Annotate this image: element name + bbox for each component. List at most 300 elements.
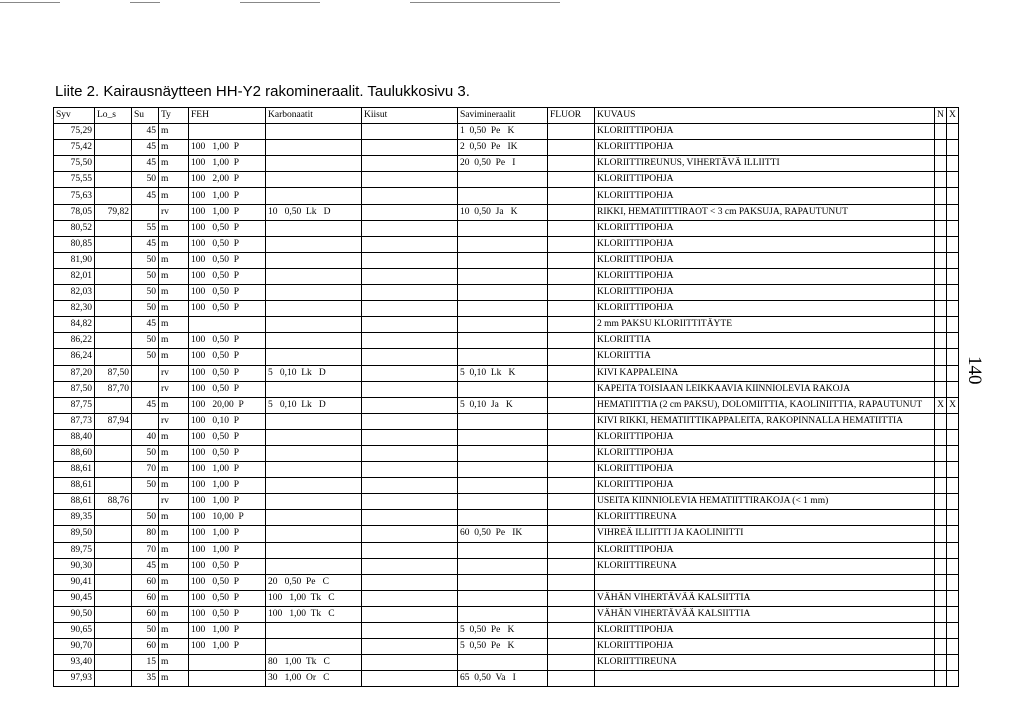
cell-syv: 90,50 bbox=[54, 606, 95, 622]
cell-savimineraalit: 5 0,10 Ja K bbox=[458, 397, 548, 413]
cell-su: 35 bbox=[132, 671, 159, 687]
cell-feh: 100 0,50 P bbox=[189, 445, 266, 461]
page-number: 140 bbox=[964, 356, 985, 385]
cell-lo-s bbox=[95, 445, 132, 461]
table-row bbox=[54, 574, 959, 590]
cell-feh: 100 0,50 P bbox=[189, 606, 266, 622]
cell-savimineraalit bbox=[458, 606, 548, 622]
cell-syv: 87,20 bbox=[54, 365, 95, 381]
cell-kiisut bbox=[362, 188, 458, 204]
cell-ty: rv bbox=[159, 381, 189, 397]
cell-su: 50 bbox=[132, 172, 159, 188]
cell-kuvaus: KLORIITTIREUNA bbox=[595, 655, 935, 671]
cell-savimineraalit bbox=[458, 236, 548, 252]
cell-fluor bbox=[548, 365, 595, 381]
cell-kuvaus: KLORIITTIPOHJA bbox=[595, 220, 935, 236]
cell-x bbox=[947, 413, 959, 429]
cell-n bbox=[935, 413, 947, 429]
cell-fluor bbox=[548, 671, 595, 687]
cell-x bbox=[947, 268, 959, 284]
cell-x bbox=[947, 204, 959, 220]
cell-karbonaatit bbox=[266, 124, 362, 140]
cell-syv: 87,75 bbox=[54, 397, 95, 413]
cell-x bbox=[947, 285, 959, 301]
cell-karbonaatit bbox=[266, 462, 362, 478]
cell-n bbox=[935, 606, 947, 622]
cell-karbonaatit bbox=[266, 542, 362, 558]
cell-savimineraalit bbox=[458, 188, 548, 204]
cell-karbonaatit bbox=[266, 236, 362, 252]
cell-lo-s bbox=[95, 268, 132, 284]
cell-su bbox=[132, 413, 159, 429]
cell-x bbox=[947, 639, 959, 655]
cell-savimineraalit bbox=[458, 381, 548, 397]
cell-fluor bbox=[548, 590, 595, 606]
cell-kiisut bbox=[362, 478, 458, 494]
table-body bbox=[54, 124, 959, 687]
cell-x bbox=[947, 220, 959, 236]
cell-fluor bbox=[548, 333, 595, 349]
table-row bbox=[54, 349, 959, 365]
cell-fluor bbox=[548, 445, 595, 461]
cell-feh: 100 0,50 P bbox=[189, 590, 266, 606]
cell-syv: 88,61 bbox=[54, 494, 95, 510]
cell-savimineraalit bbox=[458, 333, 548, 349]
cell-x bbox=[947, 317, 959, 333]
header-kuvaus: KUVAUS bbox=[595, 108, 935, 124]
cell-fluor bbox=[548, 140, 595, 156]
cell-kuvaus: KLORIITTIA bbox=[595, 333, 935, 349]
cell-kiisut bbox=[362, 558, 458, 574]
cell-x bbox=[947, 462, 959, 478]
cell-ty: m bbox=[159, 478, 189, 494]
cell-x bbox=[947, 365, 959, 381]
header-feh: FEH bbox=[189, 108, 266, 124]
cell-lo-s bbox=[95, 671, 132, 687]
cell-x bbox=[947, 558, 959, 574]
cell-lo-s bbox=[95, 285, 132, 301]
cell-x bbox=[947, 526, 959, 542]
table-row bbox=[54, 156, 959, 172]
cell-ty: m bbox=[159, 156, 189, 172]
cell-kiisut bbox=[362, 606, 458, 622]
cell-syv: 87,73 bbox=[54, 413, 95, 429]
cell-ty: rv bbox=[159, 365, 189, 381]
table-row bbox=[54, 671, 959, 687]
cell-feh: 100 0,50 P bbox=[189, 574, 266, 590]
cell-lo-s bbox=[95, 574, 132, 590]
cell-syv: 82,03 bbox=[54, 285, 95, 301]
cell-syv: 90,41 bbox=[54, 574, 95, 590]
scan-edge-line bbox=[240, 2, 320, 3]
cell-su bbox=[132, 365, 159, 381]
cell-fluor bbox=[548, 639, 595, 655]
cell-feh: 100 2,00 P bbox=[189, 172, 266, 188]
cell-fluor bbox=[548, 156, 595, 172]
cell-feh: 100 0,50 P bbox=[189, 301, 266, 317]
cell-syv: 75,50 bbox=[54, 156, 95, 172]
cell-lo-s bbox=[95, 220, 132, 236]
cell-syv: 75,42 bbox=[54, 140, 95, 156]
cell-ty: m bbox=[159, 462, 189, 478]
cell-karbonaatit bbox=[266, 349, 362, 365]
cell-ty: m bbox=[159, 268, 189, 284]
cell-ty: m bbox=[159, 429, 189, 445]
cell-fluor bbox=[548, 285, 595, 301]
cell-fluor bbox=[548, 188, 595, 204]
cell-x bbox=[947, 478, 959, 494]
table-row bbox=[54, 301, 959, 317]
cell-n bbox=[935, 671, 947, 687]
cell-savimineraalit bbox=[458, 478, 548, 494]
cell-kuvaus: KIVI KAPPALEINA bbox=[595, 365, 935, 381]
cell-savimineraalit: 5 0,50 Pe K bbox=[458, 639, 548, 655]
cell-lo-s bbox=[95, 606, 132, 622]
cell-feh: 100 0,50 P bbox=[189, 349, 266, 365]
table-row bbox=[54, 285, 959, 301]
cell-kuvaus: VÄHÄN VIHERTÄVÄÄ KALSIITTIA bbox=[595, 590, 935, 606]
cell-savimineraalit bbox=[458, 590, 548, 606]
cell-kuvaus: USEITA KIINNIOLEVIA HEMATIITTIRAKOJA (< 1 mm) bbox=[595, 494, 935, 510]
cell-su: 45 bbox=[132, 156, 159, 172]
cell-feh: 100 0,50 P bbox=[189, 333, 266, 349]
cell-kiisut bbox=[362, 462, 458, 478]
cell-kiisut bbox=[362, 285, 458, 301]
cell-feh: 100 1,00 P bbox=[189, 188, 266, 204]
cell-ty: rv bbox=[159, 204, 189, 220]
table-row bbox=[54, 397, 959, 413]
cell-x bbox=[947, 494, 959, 510]
cell-ty: m bbox=[159, 333, 189, 349]
cell-lo-s bbox=[95, 301, 132, 317]
table-row bbox=[54, 510, 959, 526]
cell-lo-s: 87,70 bbox=[95, 381, 132, 397]
cell-n bbox=[935, 494, 947, 510]
cell-feh: 100 1,00 P bbox=[189, 140, 266, 156]
cell-savimineraalit bbox=[458, 574, 548, 590]
cell-kiisut bbox=[362, 494, 458, 510]
cell-n bbox=[935, 204, 947, 220]
scan-edge-line bbox=[410, 2, 560, 3]
cell-kuvaus: KAPEITA TOISIAAN LEIKKAAVIA KIINNIOLEVIA RAKOJA bbox=[595, 381, 935, 397]
cell-savimineraalit: 60 0,50 Pe IK bbox=[458, 526, 548, 542]
cell-su: 70 bbox=[132, 462, 159, 478]
cell-savimineraalit bbox=[458, 542, 548, 558]
cell-feh: 100 0,50 P bbox=[189, 365, 266, 381]
cell-n bbox=[935, 140, 947, 156]
cell-lo-s bbox=[95, 462, 132, 478]
cell-lo-s bbox=[95, 429, 132, 445]
cell-fluor bbox=[548, 252, 595, 268]
cell-fluor bbox=[548, 574, 595, 590]
cell-kuvaus: VIHREÄ ILLIITTI JA KAOLINIITTI bbox=[595, 526, 935, 542]
cell-su: 50 bbox=[132, 285, 159, 301]
cell-su: 45 bbox=[132, 140, 159, 156]
cell-kiisut bbox=[362, 156, 458, 172]
cell-x bbox=[947, 590, 959, 606]
cell-n bbox=[935, 252, 947, 268]
cell-kiisut bbox=[362, 236, 458, 252]
cell-kiisut bbox=[362, 510, 458, 526]
cell-lo-s: 88,76 bbox=[95, 494, 132, 510]
cell-lo-s bbox=[95, 623, 132, 639]
cell-x bbox=[947, 606, 959, 622]
cell-ty: m bbox=[159, 590, 189, 606]
cell-su: 60 bbox=[132, 574, 159, 590]
cell-savimineraalit bbox=[458, 413, 548, 429]
cell-ty: m bbox=[159, 124, 189, 140]
cell-su bbox=[132, 494, 159, 510]
cell-feh: 100 1,00 P bbox=[189, 494, 266, 510]
cell-feh: 100 0,50 P bbox=[189, 429, 266, 445]
cell-karbonaatit: 100 1,00 Tk C bbox=[266, 606, 362, 622]
cell-su: 50 bbox=[132, 478, 159, 494]
cell-lo-s bbox=[95, 558, 132, 574]
cell-kuvaus: KLORIITTIPOHJA bbox=[595, 236, 935, 252]
cell-ty: rv bbox=[159, 494, 189, 510]
header-ty: Ty bbox=[159, 108, 189, 124]
cell-lo-s bbox=[95, 590, 132, 606]
cell-lo-s bbox=[95, 639, 132, 655]
cell-lo-s bbox=[95, 124, 132, 140]
cell-ty: m bbox=[159, 574, 189, 590]
cell-n bbox=[935, 172, 947, 188]
cell-fluor bbox=[548, 558, 595, 574]
cell-ty: m bbox=[159, 285, 189, 301]
table-row bbox=[54, 558, 959, 574]
cell-savimineraalit bbox=[458, 655, 548, 671]
cell-lo-s bbox=[95, 140, 132, 156]
cell-n bbox=[935, 333, 947, 349]
cell-karbonaatit bbox=[266, 268, 362, 284]
table-row bbox=[54, 268, 959, 284]
cell-karbonaatit: 30 1,00 Or C bbox=[266, 671, 362, 687]
table-row bbox=[54, 623, 959, 639]
cell-karbonaatit: 5 0,10 Lk D bbox=[266, 397, 362, 413]
cell-fluor bbox=[548, 462, 595, 478]
cell-kiisut bbox=[362, 365, 458, 381]
table-row bbox=[54, 413, 959, 429]
cell-kiisut bbox=[362, 429, 458, 445]
cell-karbonaatit: 100 1,00 Tk C bbox=[266, 590, 362, 606]
cell-su: 45 bbox=[132, 236, 159, 252]
cell-kiisut bbox=[362, 574, 458, 590]
cell-feh: 100 0,50 P bbox=[189, 285, 266, 301]
cell-n bbox=[935, 510, 947, 526]
cell-karbonaatit bbox=[266, 381, 362, 397]
table-row bbox=[54, 429, 959, 445]
cell-savimineraalit: 65 0,50 Va I bbox=[458, 671, 548, 687]
cell-n: X bbox=[935, 397, 947, 413]
cell-syv: 93,40 bbox=[54, 655, 95, 671]
cell-lo-s bbox=[95, 156, 132, 172]
cell-feh: 100 1,00 P bbox=[189, 623, 266, 639]
table-row bbox=[54, 606, 959, 622]
cell-kiisut bbox=[362, 381, 458, 397]
cell-x bbox=[947, 172, 959, 188]
cell-n bbox=[935, 574, 947, 590]
table-row bbox=[54, 124, 959, 140]
cell-syv: 80,52 bbox=[54, 220, 95, 236]
cell-kiisut bbox=[362, 623, 458, 639]
header-karbonaatit: Karbonaatit bbox=[266, 108, 362, 124]
header-kiisut: Kiisut bbox=[362, 108, 458, 124]
cell-n bbox=[935, 236, 947, 252]
cell-su: 45 bbox=[132, 188, 159, 204]
cell-su: 50 bbox=[132, 252, 159, 268]
cell-syv: 78,05 bbox=[54, 204, 95, 220]
cell-kuvaus: RIKKI, HEMATIITTIRAOT < 3 cm PAKSUJA, RAPAUTUNUT bbox=[595, 204, 935, 220]
cell-feh: 100 1,00 P bbox=[189, 526, 266, 542]
cell-x bbox=[947, 188, 959, 204]
cell-feh: 100 1,00 P bbox=[189, 462, 266, 478]
cell-karbonaatit: 5 0,10 Lk D bbox=[266, 365, 362, 381]
cell-kiisut bbox=[362, 349, 458, 365]
cell-lo-s bbox=[95, 172, 132, 188]
cell-savimineraalit bbox=[458, 494, 548, 510]
table-row bbox=[54, 220, 959, 236]
cell-feh bbox=[189, 671, 266, 687]
cell-fluor bbox=[548, 349, 595, 365]
cell-syv: 89,75 bbox=[54, 542, 95, 558]
cell-kiisut bbox=[362, 124, 458, 140]
cell-x bbox=[947, 381, 959, 397]
cell-ty: m bbox=[159, 639, 189, 655]
cell-syv: 80,85 bbox=[54, 236, 95, 252]
cell-feh: 100 0,50 P bbox=[189, 252, 266, 268]
cell-karbonaatit bbox=[266, 478, 362, 494]
cell-kiisut bbox=[362, 445, 458, 461]
cell-feh: 100 0,50 P bbox=[189, 236, 266, 252]
cell-kiisut bbox=[362, 590, 458, 606]
cell-syv: 90,65 bbox=[54, 623, 95, 639]
table-row bbox=[54, 462, 959, 478]
cell-n bbox=[935, 124, 947, 140]
cell-karbonaatit bbox=[266, 252, 362, 268]
cell-karbonaatit bbox=[266, 639, 362, 655]
cell-karbonaatit: 80 1,00 Tk C bbox=[266, 655, 362, 671]
cell-su: 45 bbox=[132, 317, 159, 333]
cell-kuvaus: KLORIITTIPOHJA bbox=[595, 462, 935, 478]
cell-su: 50 bbox=[132, 349, 159, 365]
cell-lo-s: 79,82 bbox=[95, 204, 132, 220]
cell-x bbox=[947, 236, 959, 252]
cell-karbonaatit bbox=[266, 220, 362, 236]
cell-ty: m bbox=[159, 301, 189, 317]
cell-n bbox=[935, 623, 947, 639]
header-x: X bbox=[947, 108, 959, 124]
cell-savimineraalit bbox=[458, 252, 548, 268]
scan-edge-line bbox=[0, 2, 60, 3]
cell-fluor bbox=[548, 526, 595, 542]
cell-syv: 88,61 bbox=[54, 478, 95, 494]
cell-kuvaus: KLORIITTIPOHJA bbox=[595, 445, 935, 461]
cell-syv: 88,61 bbox=[54, 462, 95, 478]
cell-fluor bbox=[548, 236, 595, 252]
cell-fluor bbox=[548, 172, 595, 188]
header-lo-s: Lo_s bbox=[95, 108, 132, 124]
cell-karbonaatit bbox=[266, 445, 362, 461]
cell-kiisut bbox=[362, 301, 458, 317]
cell-n bbox=[935, 429, 947, 445]
cell-kuvaus: KLORIITTIPOHJA bbox=[595, 623, 935, 639]
header-n: N bbox=[935, 108, 947, 124]
cell-syv: 90,30 bbox=[54, 558, 95, 574]
cell-ty: m bbox=[159, 445, 189, 461]
table-row bbox=[54, 365, 959, 381]
cell-kuvaus: HEMATIITTIA (2 cm PAKSU), DOLOMIITTIA, KAOLINIITTIA, RAPAUTUNUT bbox=[595, 397, 935, 413]
cell-ty: m bbox=[159, 317, 189, 333]
cell-savimineraalit bbox=[458, 317, 548, 333]
cell-n bbox=[935, 301, 947, 317]
cell-lo-s: 87,94 bbox=[95, 413, 132, 429]
cell-fluor bbox=[548, 510, 595, 526]
cell-su: 50 bbox=[132, 268, 159, 284]
cell-kuvaus bbox=[595, 671, 935, 687]
cell-fluor bbox=[548, 381, 595, 397]
cell-savimineraalit: 5 0,10 Lk K bbox=[458, 365, 548, 381]
cell-su bbox=[132, 381, 159, 397]
cell-kuvaus: KLORIITTIPOHJA bbox=[595, 285, 935, 301]
cell-ty: m bbox=[159, 671, 189, 687]
cell-savimineraalit bbox=[458, 558, 548, 574]
cell-karbonaatit bbox=[266, 301, 362, 317]
cell-kuvaus: KLORIITTIPOHJA bbox=[595, 639, 935, 655]
cell-kuvaus: KLORIITTIPOHJA bbox=[595, 188, 935, 204]
cell-fluor bbox=[548, 606, 595, 622]
cell-syv: 75,63 bbox=[54, 188, 95, 204]
cell-ty: m bbox=[159, 655, 189, 671]
cell-su: 55 bbox=[132, 220, 159, 236]
cell-feh bbox=[189, 124, 266, 140]
table-row bbox=[54, 655, 959, 671]
cell-fluor bbox=[548, 413, 595, 429]
cell-syv: 90,70 bbox=[54, 639, 95, 655]
cell-su: 50 bbox=[132, 445, 159, 461]
cell-fluor bbox=[548, 301, 595, 317]
cell-karbonaatit bbox=[266, 140, 362, 156]
cell-karbonaatit bbox=[266, 623, 362, 639]
cell-syv: 75,55 bbox=[54, 172, 95, 188]
cell-savimineraalit: 10 0,50 Ja K bbox=[458, 204, 548, 220]
cell-fluor bbox=[548, 268, 595, 284]
cell-kuvaus: KLORIITTIPOHJA bbox=[595, 172, 935, 188]
cell-n bbox=[935, 188, 947, 204]
cell-ty: m bbox=[159, 172, 189, 188]
cell-lo-s bbox=[95, 526, 132, 542]
cell-ty: m bbox=[159, 526, 189, 542]
cell-n bbox=[935, 526, 947, 542]
cell-fluor bbox=[548, 220, 595, 236]
table-row bbox=[54, 494, 959, 510]
cell-ty: m bbox=[159, 623, 189, 639]
cell-su: 45 bbox=[132, 124, 159, 140]
cell-su: 50 bbox=[132, 623, 159, 639]
cell-kiisut bbox=[362, 333, 458, 349]
cell-n bbox=[935, 445, 947, 461]
cell-ty: m bbox=[159, 236, 189, 252]
cell-n bbox=[935, 268, 947, 284]
cell-x bbox=[947, 655, 959, 671]
cell-lo-s bbox=[95, 655, 132, 671]
cell-su: 60 bbox=[132, 590, 159, 606]
cell-x bbox=[947, 623, 959, 639]
cell-karbonaatit bbox=[266, 156, 362, 172]
cell-syv: 89,50 bbox=[54, 526, 95, 542]
cell-savimineraalit bbox=[458, 462, 548, 478]
cell-x bbox=[947, 140, 959, 156]
cell-savimineraalit: 20 0,50 Pe I bbox=[458, 156, 548, 172]
